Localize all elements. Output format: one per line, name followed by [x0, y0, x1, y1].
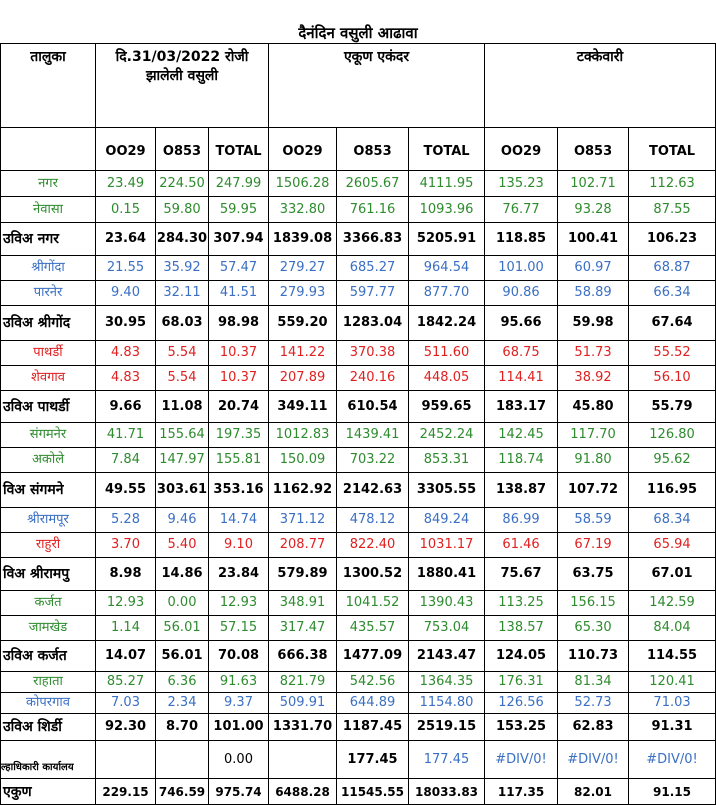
value-cell: 821.79 — [269, 672, 337, 693]
value-cell: #DIV/0! — [629, 741, 716, 779]
table-row — [1, 391, 716, 423]
value-cell: 9.46 — [156, 508, 209, 533]
value-cell: 60.97 — [558, 256, 629, 281]
value-cell: 114.55 — [629, 641, 716, 672]
value-cell: 92.30 — [96, 714, 156, 741]
value-cell — [269, 741, 337, 779]
table-row — [1, 558, 716, 591]
taluka-name: नेवासा — [1, 197, 96, 223]
value-cell: 41.51 — [209, 281, 269, 306]
value-cell: 155.81 — [209, 448, 269, 473]
value-cell: 135.23 — [485, 171, 558, 197]
recovery-table — [0, 43, 716, 805]
value-cell: 1506.28 — [269, 171, 337, 197]
value-cell: 703.22 — [337, 448, 409, 473]
value-cell: 59.95 — [209, 197, 269, 223]
value-cell: 55.79 — [629, 391, 716, 423]
value-cell: 156.15 — [558, 591, 629, 616]
value-cell: 610.54 — [337, 391, 409, 423]
value-cell: 4111.95 — [409, 171, 485, 197]
value-cell: 10.37 — [209, 366, 269, 391]
value-cell: 2.34 — [156, 693, 209, 714]
value-cell: 3366.83 — [337, 223, 409, 256]
value-cell: 112.63 — [629, 171, 716, 197]
table-row — [1, 341, 716, 366]
value-cell: #DIV/0! — [485, 741, 558, 779]
value-cell: 68.75 — [485, 341, 558, 366]
value-cell: 849.24 — [409, 508, 485, 533]
value-cell: 58.59 — [558, 508, 629, 533]
value-cell: 1283.04 — [337, 306, 409, 341]
table-row — [1, 779, 716, 805]
sheet-title: दैनंदिन वसुली आढावा — [298, 24, 418, 42]
value-cell: 5.28 — [96, 508, 156, 533]
value-cell: 2142.63 — [337, 473, 409, 508]
taluka-name: उविअ कर्जत — [1, 641, 96, 672]
value-cell: 21.55 — [96, 256, 156, 281]
value-cell: 95.62 — [629, 448, 716, 473]
value-cell: 478.12 — [337, 508, 409, 533]
value-cell: 303.61 — [156, 473, 209, 508]
value-cell: 597.77 — [337, 281, 409, 306]
value-cell: 1041.52 — [337, 591, 409, 616]
value-cell: 95.66 — [485, 306, 558, 341]
value-cell: 1331.70 — [269, 714, 337, 741]
value-cell: 5.40 — [156, 533, 209, 558]
value-cell: 118.85 — [485, 223, 558, 256]
value-cell: 35.92 — [156, 256, 209, 281]
value-cell: 822.40 — [337, 533, 409, 558]
value-cell: 229.15 — [96, 779, 156, 805]
table-row — [1, 616, 716, 641]
value-cell: 353.16 — [209, 473, 269, 508]
taluka-name: श्रीरामपूर — [1, 508, 96, 533]
value-cell: 23.49 — [96, 171, 156, 197]
value-cell: 91.31 — [629, 714, 716, 741]
value-cell: 1093.96 — [409, 197, 485, 223]
value-cell: 126.80 — [629, 423, 716, 448]
value-cell: 6488.28 — [269, 779, 337, 805]
table-row — [1, 693, 716, 714]
table-row — [1, 714, 716, 741]
value-cell: 307.94 — [209, 223, 269, 256]
value-cell: 56.01 — [156, 616, 209, 641]
value-cell: 177.45 — [409, 741, 485, 779]
value-cell: 877.70 — [409, 281, 485, 306]
value-cell: 0.00 — [156, 591, 209, 616]
table-row — [1, 672, 716, 693]
value-cell: 117.35 — [485, 779, 558, 805]
taluka-name: अकोले — [1, 448, 96, 473]
value-cell: 332.80 — [269, 197, 337, 223]
value-cell: 117.70 — [558, 423, 629, 448]
value-cell: 67.01 — [629, 558, 716, 591]
value-cell: 107.72 — [558, 473, 629, 508]
value-cell: 666.38 — [269, 641, 337, 672]
value-cell: 975.74 — [209, 779, 269, 805]
value-cell: 1880.41 — [409, 558, 485, 591]
value-cell: 348.91 — [269, 591, 337, 616]
subheader-row — [1, 128, 716, 171]
value-cell: 746.59 — [156, 779, 209, 805]
value-cell: 45.80 — [558, 391, 629, 423]
taluka-name: नगर — [1, 171, 96, 197]
value-cell: 57.47 — [209, 256, 269, 281]
header-row — [1, 44, 716, 128]
value-cell: 1364.35 — [409, 672, 485, 693]
header-total-demand: एकूण एकंदर — [269, 44, 485, 128]
value-cell: 90.86 — [485, 281, 558, 306]
value-cell: 116.95 — [629, 473, 716, 508]
value-cell: 11545.55 — [337, 779, 409, 805]
value-cell: 448.05 — [409, 366, 485, 391]
value-cell: 100.41 — [558, 223, 629, 256]
value-cell: 753.04 — [409, 616, 485, 641]
value-cell: 58.89 — [558, 281, 629, 306]
value-cell: 61.46 — [485, 533, 558, 558]
value-cell: 579.89 — [269, 558, 337, 591]
table-row — [1, 171, 716, 197]
taluka-name: कर्जत — [1, 591, 96, 616]
value-cell: 67.64 — [629, 306, 716, 341]
value-cell: 51.73 — [558, 341, 629, 366]
value-cell: 91.15 — [629, 779, 716, 805]
table-body — [1, 44, 716, 805]
value-cell: 9.37 — [209, 693, 269, 714]
table-row — [1, 473, 716, 508]
value-cell — [96, 741, 156, 779]
value-cell: 85.27 — [96, 672, 156, 693]
value-cell: 114.41 — [485, 366, 558, 391]
taluka-name: जामखेड — [1, 616, 96, 641]
value-cell: 68.87 — [629, 256, 716, 281]
value-cell: 2143.47 — [409, 641, 485, 672]
value-cell: 49.55 — [96, 473, 156, 508]
value-cell: 2519.15 — [409, 714, 485, 741]
value-cell: 55.52 — [629, 341, 716, 366]
value-cell: 7.03 — [96, 693, 156, 714]
value-cell: 1.14 — [96, 616, 156, 641]
header-taluka: तालुका — [1, 44, 96, 128]
taluka-name: श्रीगोंदा — [1, 256, 96, 281]
value-cell: 63.75 — [558, 558, 629, 591]
header-date-recovery: दि.31/03/2022 रोजी झालेली वसुली — [96, 44, 269, 128]
value-cell: #DIV/0! — [558, 741, 629, 779]
taluka-name: राहुरी — [1, 533, 96, 558]
value-cell: 142.45 — [485, 423, 558, 448]
value-cell: 761.16 — [337, 197, 409, 223]
value-cell: 279.27 — [269, 256, 337, 281]
header-percentage: टक्केवारी — [485, 44, 716, 128]
value-cell: 8.98 — [96, 558, 156, 591]
table-row — [1, 423, 716, 448]
table-row — [1, 641, 716, 672]
value-cell: 56.10 — [629, 366, 716, 391]
value-cell: 12.93 — [96, 591, 156, 616]
value-cell: 84.04 — [629, 616, 716, 641]
value-cell: 370.38 — [337, 341, 409, 366]
value-cell: 4.83 — [96, 341, 156, 366]
value-cell: 1300.52 — [337, 558, 409, 591]
value-cell: 87.55 — [629, 197, 716, 223]
taluka-name: विअ संगमने — [1, 473, 96, 508]
value-cell: 23.64 — [96, 223, 156, 256]
value-cell: 9.10 — [209, 533, 269, 558]
value-cell: 1187.45 — [337, 714, 409, 741]
subheader-cell: O853 — [337, 128, 409, 171]
value-cell: 93.28 — [558, 197, 629, 223]
value-cell: 155.64 — [156, 423, 209, 448]
value-cell: 68.03 — [156, 306, 209, 341]
taluka-name: कोपरगाव — [1, 693, 96, 714]
value-cell: 509.91 — [269, 693, 337, 714]
value-cell: 224.50 — [156, 171, 209, 197]
value-cell: 91.63 — [209, 672, 269, 693]
subheader-cell: OO29 — [269, 128, 337, 171]
table-row — [1, 741, 716, 779]
value-cell: 120.41 — [629, 672, 716, 693]
value-cell: 12.93 — [209, 591, 269, 616]
value-cell: 9.66 — [96, 391, 156, 423]
value-cell: 67.19 — [558, 533, 629, 558]
value-cell: 2605.67 — [337, 171, 409, 197]
value-cell: 1842.24 — [409, 306, 485, 341]
value-cell: 138.57 — [485, 616, 558, 641]
value-cell: 183.17 — [485, 391, 558, 423]
value-cell: 59.98 — [558, 306, 629, 341]
value-cell — [156, 741, 209, 779]
value-cell: 559.20 — [269, 306, 337, 341]
taluka-name: पाथर्डी — [1, 341, 96, 366]
taluka-name: पारनेर — [1, 281, 96, 306]
value-cell: 7.84 — [96, 448, 156, 473]
subheader-cell: O853 — [558, 128, 629, 171]
value-cell: 41.71 — [96, 423, 156, 448]
value-cell: 4.83 — [96, 366, 156, 391]
value-cell: 0.15 — [96, 197, 156, 223]
value-cell: 9.40 — [96, 281, 156, 306]
taluka-name: उविअ शिर्डी — [1, 714, 96, 741]
value-cell: 176.31 — [485, 672, 558, 693]
taluka-name: एकुण — [1, 779, 96, 805]
value-cell: 70.08 — [209, 641, 269, 672]
table-row — [1, 448, 716, 473]
table-row — [1, 281, 716, 306]
value-cell: 66.34 — [629, 281, 716, 306]
value-cell: 142.59 — [629, 591, 716, 616]
value-cell: 207.89 — [269, 366, 337, 391]
value-cell: 5.54 — [156, 366, 209, 391]
value-cell: 38.92 — [558, 366, 629, 391]
value-cell: 1154.80 — [409, 693, 485, 714]
value-cell: 81.34 — [558, 672, 629, 693]
value-cell: 349.11 — [269, 391, 337, 423]
value-cell: 141.22 — [269, 341, 337, 366]
value-cell: 62.83 — [558, 714, 629, 741]
value-cell: 153.25 — [485, 714, 558, 741]
value-cell: 147.97 — [156, 448, 209, 473]
value-cell: 101.00 — [209, 714, 269, 741]
value-cell: 52.73 — [558, 693, 629, 714]
value-cell: 197.35 — [209, 423, 269, 448]
value-cell: 124.05 — [485, 641, 558, 672]
value-cell: 1162.92 — [269, 473, 337, 508]
value-cell: 1439.41 — [337, 423, 409, 448]
taluka-name: राहाता — [1, 672, 96, 693]
value-cell: 30.95 — [96, 306, 156, 341]
value-cell: 2452.24 — [409, 423, 485, 448]
taluka-name: संगमनेर — [1, 423, 96, 448]
value-cell: 118.74 — [485, 448, 558, 473]
value-cell: 959.65 — [409, 391, 485, 423]
value-cell: 1477.09 — [337, 641, 409, 672]
value-cell: 644.89 — [337, 693, 409, 714]
table-row — [1, 591, 716, 616]
taluka-name: ल्हाधिकारी कार्यालय — [1, 741, 96, 779]
taluka-name: उविअ नगर — [1, 223, 96, 256]
value-cell: 1839.08 — [269, 223, 337, 256]
value-cell: 106.23 — [629, 223, 716, 256]
value-cell: 1390.43 — [409, 591, 485, 616]
value-cell: 138.87 — [485, 473, 558, 508]
value-cell: 75.67 — [485, 558, 558, 591]
value-cell: 685.27 — [337, 256, 409, 281]
taluka-name: शेवगाव — [1, 366, 96, 391]
value-cell: 14.07 — [96, 641, 156, 672]
value-cell: 59.80 — [156, 197, 209, 223]
table-row — [1, 533, 716, 558]
value-cell: 101.00 — [485, 256, 558, 281]
taluka-name: उविअ श्रीगोंद — [1, 306, 96, 341]
value-cell: 57.15 — [209, 616, 269, 641]
value-cell: 1031.17 — [409, 533, 485, 558]
value-cell: 76.77 — [485, 197, 558, 223]
value-cell: 14.86 — [156, 558, 209, 591]
value-cell: 371.12 — [269, 508, 337, 533]
value-cell: 5.54 — [156, 341, 209, 366]
value-cell: 284.30 — [156, 223, 209, 256]
value-cell: 247.99 — [209, 171, 269, 197]
subheader-cell: TOTAL — [629, 128, 716, 171]
subheader-cell: TOTAL — [209, 128, 269, 171]
value-cell: 11.08 — [156, 391, 209, 423]
value-cell: 208.77 — [269, 533, 337, 558]
value-cell: 68.34 — [629, 508, 716, 533]
table-row — [1, 508, 716, 533]
value-cell: 317.47 — [269, 616, 337, 641]
value-cell: 0.00 — [209, 741, 269, 779]
value-cell: 113.25 — [485, 591, 558, 616]
value-cell: 177.45 — [337, 741, 409, 779]
subheader-cell: OO29 — [485, 128, 558, 171]
table-row — [1, 197, 716, 223]
value-cell: 964.54 — [409, 256, 485, 281]
value-cell: 542.56 — [337, 672, 409, 693]
value-cell: 65.94 — [629, 533, 716, 558]
value-cell: 56.01 — [156, 641, 209, 672]
value-cell: 14.74 — [209, 508, 269, 533]
subheader-cell: TOTAL — [409, 128, 485, 171]
subheader-blank — [1, 128, 96, 171]
table-row — [1, 306, 716, 341]
table-row — [1, 223, 716, 256]
value-cell: 3.70 — [96, 533, 156, 558]
value-cell: 10.37 — [209, 341, 269, 366]
value-cell: 82.01 — [558, 779, 629, 805]
value-cell: 279.93 — [269, 281, 337, 306]
value-cell: 18033.83 — [409, 779, 485, 805]
value-cell: 110.73 — [558, 641, 629, 672]
value-cell: 20.74 — [209, 391, 269, 423]
taluka-name: उविअ पाथर्डी — [1, 391, 96, 423]
subheader-cell: O853 — [156, 128, 209, 171]
value-cell: 240.16 — [337, 366, 409, 391]
value-cell: 102.71 — [558, 171, 629, 197]
value-cell: 435.57 — [337, 616, 409, 641]
value-cell: 853.31 — [409, 448, 485, 473]
value-cell: 126.56 — [485, 693, 558, 714]
value-cell: 98.98 — [209, 306, 269, 341]
taluka-name: विअ श्रीरामपु — [1, 558, 96, 591]
value-cell: 86.99 — [485, 508, 558, 533]
value-cell: 65.30 — [558, 616, 629, 641]
value-cell: 32.11 — [156, 281, 209, 306]
value-cell: 23.84 — [209, 558, 269, 591]
table-row — [1, 366, 716, 391]
value-cell: 511.60 — [409, 341, 485, 366]
value-cell: 150.09 — [269, 448, 337, 473]
value-cell: 91.80 — [558, 448, 629, 473]
value-cell: 8.70 — [156, 714, 209, 741]
value-cell: 3305.55 — [409, 473, 485, 508]
table-row — [1, 256, 716, 281]
subheader-cell: OO29 — [96, 128, 156, 171]
value-cell: 5205.91 — [409, 223, 485, 256]
value-cell: 6.36 — [156, 672, 209, 693]
value-cell: 1012.83 — [269, 423, 337, 448]
value-cell: 71.03 — [629, 693, 716, 714]
